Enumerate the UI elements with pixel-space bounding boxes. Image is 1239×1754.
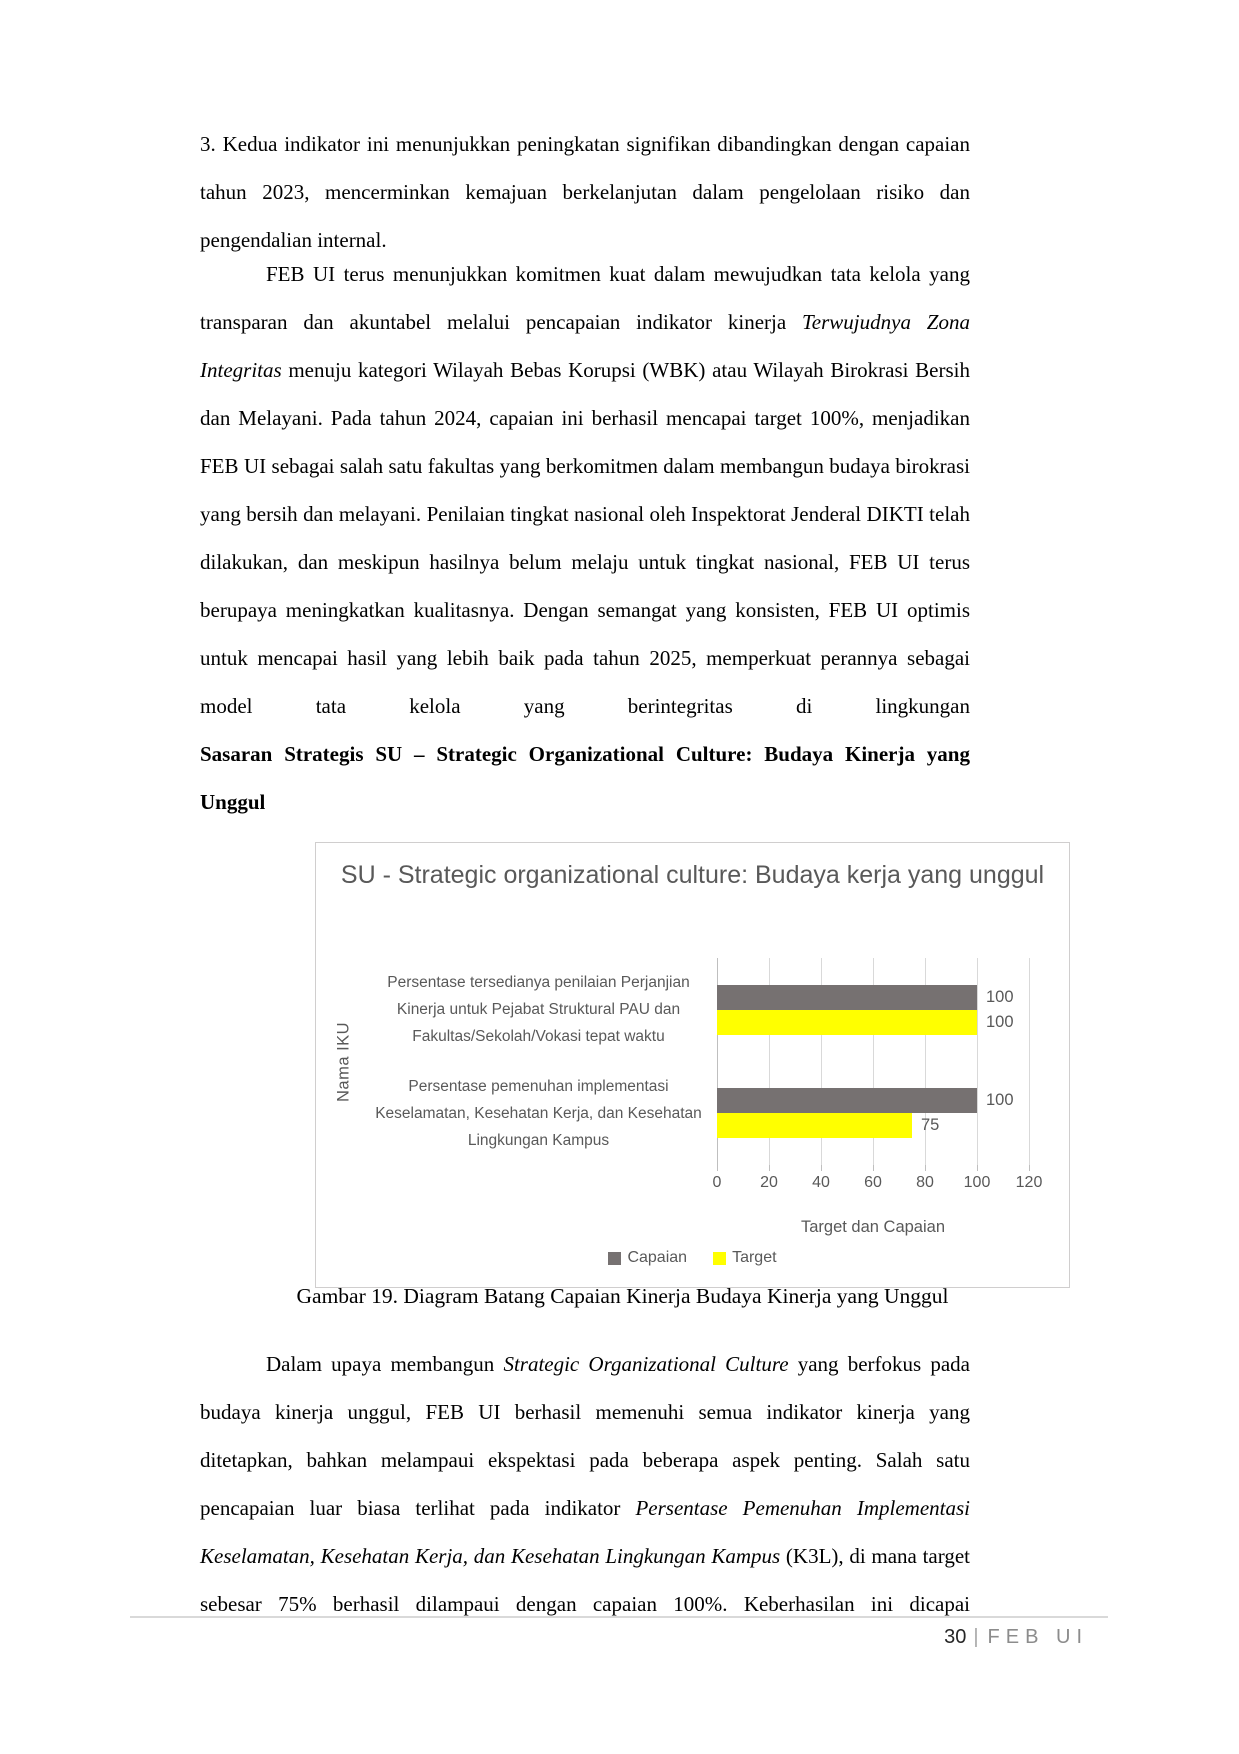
bar-capaian <box>717 1088 977 1113</box>
axis-tickmark <box>873 1165 874 1171</box>
x-tick-label: 40 <box>812 1174 830 1191</box>
x-tick-label: 120 <box>1015 1174 1043 1191</box>
x-tick-label: 0 <box>712 1174 722 1191</box>
value-label: 75 <box>921 1116 940 1135</box>
bar-target <box>717 1010 977 1035</box>
text-run: Dalam upaya membangun <box>266 1352 504 1376</box>
footer-divider <box>130 1616 1108 1618</box>
x-tick-label: 20 <box>760 1174 778 1191</box>
axis-tickmark <box>717 1165 718 1171</box>
x-tick-label: 100 <box>963 1174 991 1191</box>
page-number: 30 <box>944 1626 967 1648</box>
value-label: 100 <box>986 1012 1014 1031</box>
figure-caption: Gambar 19. Diagram Batang Capaian Kinerja Budaya Kinerja yang Unggul <box>296 1284 949 1308</box>
bar-capaian <box>717 985 977 1010</box>
chart-legend <box>316 1249 1069 1267</box>
y-axis-title: Nama IKU <box>334 1021 353 1102</box>
footer-brand: FEB UI <box>987 1626 1088 1648</box>
x-tick-label: 80 <box>916 1174 934 1191</box>
text-run: menuju kategori Wilayah Bebas Korupsi (WBK) atau Wilayah Birokrasi Bersih dan Melayani. Pada tahun 2024, capaian ini berhasil mencapai target 100%, menjadikan FEB UI sebagai salah satu fakultas yang berkomitmen dalam membangun budaya birokrasi yang bersih dan melayani. Penilaian tingkat nasional oleh Inspektorat Jenderal DIKTI telah dilakukan, dan meskipun hasilnya belum melaju untuk tingkat nasional, FEB UI terus berupaya meningkatkan kualitasnya. Dengan semangat yang konsisten, FEB UI optimis untuk mencapai hasil yang lebih baik pada tahun 2025, memperkuat perannya sebagai model tata kelola yang berintegritas di lingkungan <box>200 358 970 718</box>
axis-tickmark <box>769 1165 770 1171</box>
text-run: 3. Kedua indikator ini menunjukkan peningkatan signifikan dibandingkan dengan capaian tahun 2023, mencerminkan kemajuan berkelanjutan dalam pengelolaan risiko dan pengendalian internal. <box>200 132 970 252</box>
text-run: Persentase Pemenuhan Implementasi Keselamatan, Kesehatan Kerja, dan Kesehatan Lingkungan Kampus <box>200 1496 971 1568</box>
body-paragraph-3 <box>200 1340 970 1628</box>
text-run: Strategic Organizational Culture <box>503 1352 789 1376</box>
text-run: FEB UI terus menunjukkan komitmen kuat dalam mewujudkan tata kelola yang transparan dan akuntabel melalui pencapaian indikator kinerja <box>200 262 970 334</box>
legend-item <box>608 1249 687 1267</box>
body-paragraph-2 <box>200 250 970 730</box>
legend-label: Capaian <box>627 1249 688 1266</box>
page-footer <box>130 1626 1088 1649</box>
section-heading: Sasaran Strategis SU – Strategic Organizational Culture: Budaya Kinerja yang Unggul <box>200 742 970 814</box>
value-label: 100 <box>986 1091 1014 1110</box>
text-run: Terwujudnya Zona Integritas <box>200 310 970 382</box>
x-tick-label: 60 <box>864 1174 882 1191</box>
value-label: 100 <box>986 987 1014 1006</box>
axis-tickmark <box>1029 1165 1030 1171</box>
axis-tickmark <box>821 1165 822 1171</box>
legend-swatch-icon <box>608 1252 621 1265</box>
axis-tickmark <box>925 1165 926 1171</box>
legend-label: Target <box>732 1249 777 1266</box>
chart-title: SU - Strategic organizational culture: Budaya kerja yang unggul <box>340 861 1045 889</box>
gridline <box>977 958 978 1165</box>
body-paragraph-1 <box>200 120 970 264</box>
category-label: Persentase pemenuhan implementasi Keselamatan, Kesehatan Kerja, dan Kesehatan Lingkungan Kampus <box>375 1077 702 1149</box>
text-run: (K3L), di mana target sebesar 75% berhasil dilampaui dengan capaian 100%. Keberhasilan ini dicapai <box>200 1544 971 1616</box>
category-label: Persentase tersedianya penilaian Perjanjian Kinerja untuk Pejabat Struktural PAU dan Fakultas/Sekolah/Vokasi tepat waktu <box>387 974 690 1046</box>
text-run: yang berfokus pada budaya kinerja unggul, FEB UI berhasil memenuhi semua indikator kinerja yang ditetapkan, bahkan melampaui ekspektasi pada beberapa aspek penting. Salah satu pencapaian luar biasa terlihat pada indikator <box>200 1352 970 1520</box>
axis-tickmark <box>977 1165 978 1171</box>
gridline <box>1029 958 1030 1165</box>
footer-separator: | <box>973 1626 979 1648</box>
legend-item <box>713 1249 776 1267</box>
bar-chart-figure <box>315 842 1070 1288</box>
bar-target <box>717 1113 912 1138</box>
legend-swatch-icon <box>713 1252 726 1265</box>
x-axis-title: Target dan Capaian <box>800 1218 946 1236</box>
